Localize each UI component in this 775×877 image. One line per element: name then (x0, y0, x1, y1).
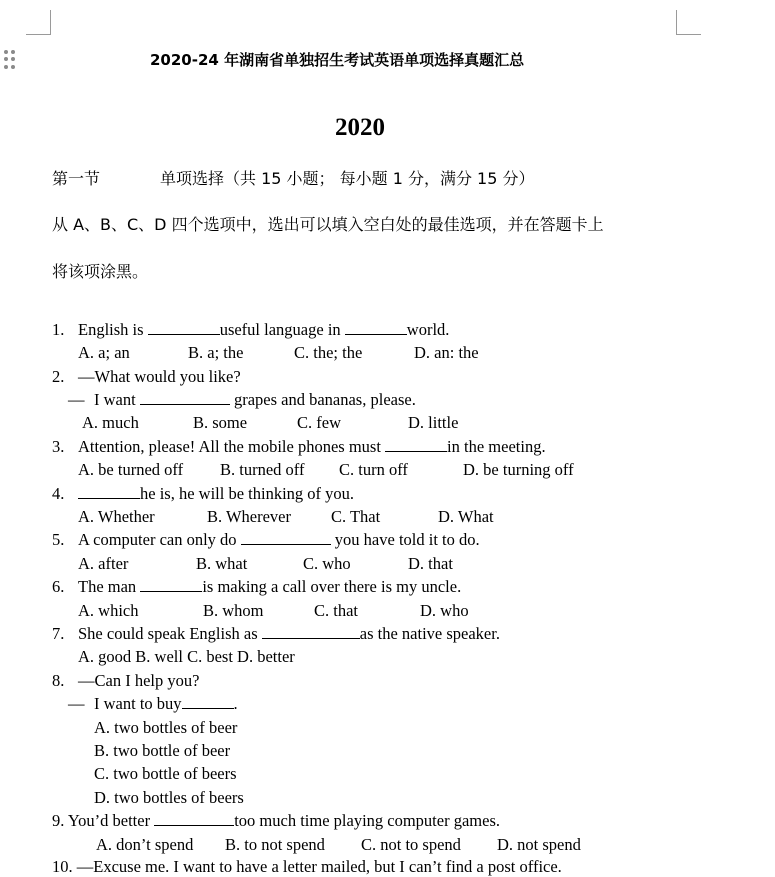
answer-blank (154, 811, 234, 826)
option-c: C. who (303, 554, 351, 573)
option-a: A. a; an (78, 343, 130, 362)
option-b: B. two bottle of beer (94, 741, 231, 760)
section-label: 第一节 (52, 169, 101, 188)
option-b: B. to not spend (225, 835, 325, 854)
option-c: C. few (297, 413, 341, 432)
instructions-line-1: 从 A、B、C、D 四个选项中，选出可以填入空白处的最佳选项，并在答题卡上 (52, 215, 604, 234)
question-8-number: 8. (52, 671, 65, 690)
option-d: D. that (408, 554, 453, 573)
stem-text: Attention, please! All the mobile phones must (78, 437, 386, 456)
answer-blank (345, 320, 407, 335)
question-6-number: 6. (52, 577, 65, 596)
stem-text: She could speak English as (78, 624, 262, 643)
stem-text: 9. You’d better (52, 811, 155, 830)
option-a: A. two bottles of beer (94, 718, 238, 737)
answer-blank (140, 390, 230, 405)
question-9-stem (52, 811, 500, 831)
stem-text: you have told it to do. (330, 530, 480, 549)
option-b: B. what (196, 554, 248, 573)
page-corner-mark-top-left (26, 10, 51, 35)
answer-blank (385, 437, 447, 452)
option-a: A. after (78, 554, 129, 573)
option-d: D. be turning off (463, 460, 574, 479)
option-b: B. some (193, 413, 248, 432)
drag-handle-icon[interactable] (4, 50, 16, 70)
page-corner-mark-top-right (676, 10, 701, 35)
stem-text: I want to buy (94, 694, 182, 713)
option-c: C. the; the (294, 343, 363, 362)
option-c: C. turn off (339, 460, 408, 479)
option-d: D. little (408, 413, 459, 432)
option-b: B. Wherever (207, 507, 291, 526)
stem-text: English is (78, 320, 148, 339)
question-1-stem (78, 320, 449, 340)
stem-text: grapes and bananas, please. (229, 390, 416, 409)
option-c: C. That (331, 507, 381, 526)
year-heading: 2020 (335, 114, 385, 141)
question-2-dialogue-line: —What would you like? (78, 367, 241, 386)
stem-text: in the meeting. (447, 437, 546, 456)
question-1-number: 1. (52, 320, 65, 339)
answer-blank (182, 694, 234, 709)
question-8-stem (94, 694, 238, 714)
document-title: 2020-24 年湖南省单独招生考试英语单项选择真题汇总 (150, 51, 525, 69)
option-a: A. be turned off (78, 460, 184, 479)
option-c: C. that (314, 601, 358, 620)
option-a: A. which (78, 601, 139, 620)
question-10-stem: 10. —Excuse me. I want to have a letter mailed, but I can’t find a post office. (52, 857, 562, 876)
option-a: A. don’t spend (96, 835, 194, 854)
options-line: A. good B. well C. best D. better (78, 647, 295, 666)
dialogue-dash: — (68, 694, 85, 713)
question-5-stem (78, 530, 480, 550)
question-2-stem (94, 390, 416, 410)
instructions-line-2: 将该项涂黑。 (52, 262, 149, 281)
question-2-number: 2. (52, 367, 65, 386)
stem-text: too much time playing computer games. (234, 811, 500, 830)
answer-blank (148, 320, 220, 335)
option-d: D. an: the (414, 343, 479, 362)
question-5-number: 5. (52, 530, 65, 549)
option-d: D. two bottles of beers (94, 788, 244, 807)
dialogue-dash: — (68, 390, 85, 409)
stem-text: A computer can only do (78, 530, 241, 549)
question-8-dialogue-line: —Can I help you? (78, 671, 200, 690)
option-c: C. two bottle of beers (94, 764, 237, 783)
option-d: D. who (420, 601, 469, 620)
stem-text: The man (78, 577, 141, 596)
section-title: 单项选择（共 15 小题； 每小题 1 分，满分 15 分） (160, 169, 535, 188)
question-7-stem (78, 624, 500, 644)
option-a: A. Whether (78, 507, 155, 526)
stem-text: world. (406, 320, 450, 339)
option-b: B. a; the (188, 343, 244, 362)
stem-text: he is, he will be thinking of you. (140, 484, 355, 503)
stem-text: I want (94, 390, 140, 409)
question-4-number: 4. (52, 484, 65, 503)
answer-blank (78, 484, 140, 499)
stem-text: useful language in (219, 320, 345, 339)
answer-blank (140, 577, 202, 592)
option-b: B. turned off (220, 460, 305, 479)
option-c: C. not to spend (361, 835, 461, 854)
stem-text: . (233, 694, 238, 713)
question-6-stem (78, 577, 461, 597)
question-4-stem (78, 484, 354, 504)
option-d: D. What (438, 507, 494, 526)
question-3-number: 3. (52, 437, 65, 456)
stem-text: is making a call over there is my uncle. (202, 577, 462, 596)
question-3-stem (78, 437, 546, 457)
option-b: B. whom (203, 601, 264, 620)
question-7-number: 7. (52, 624, 65, 643)
answer-blank (262, 624, 360, 639)
stem-text: as the native speaker. (359, 624, 500, 643)
option-d: D. not spend (497, 835, 581, 854)
option-a: A. much (82, 413, 139, 432)
answer-blank (241, 530, 331, 545)
